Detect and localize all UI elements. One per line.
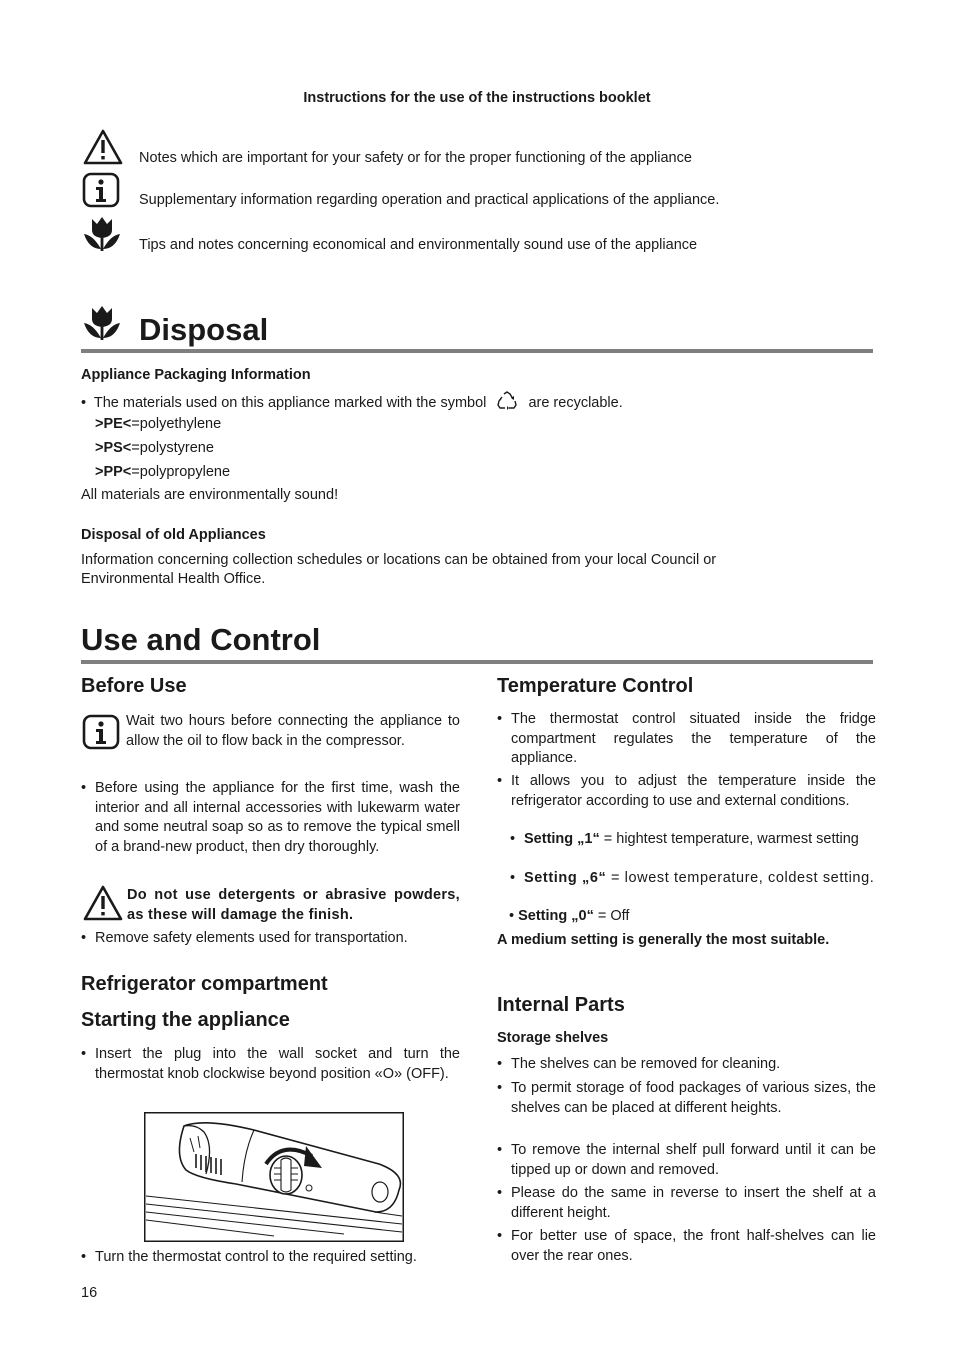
bullet-dot: • — [510, 870, 516, 886]
bullet-dot: • — [497, 773, 503, 789]
material-pp — [95, 463, 230, 483]
bullet-dot: • — [81, 930, 87, 946]
bullet-dot: • — [81, 780, 87, 796]
page-number: 16 — [81, 1285, 98, 1301]
starting-bullet-setting — [81, 1248, 460, 1268]
setting-label: Setting „1“ — [524, 831, 600, 847]
temperature-control-heading: Temperature Control — [497, 675, 694, 697]
shelves-bullet — [497, 1227, 876, 1266]
bullet-dot: • — [497, 711, 503, 727]
starting-bullet-plug — [81, 1045, 460, 1084]
material-name: =polypropylene — [131, 464, 231, 480]
packaging-bullet — [81, 391, 623, 414]
info-icon — [82, 714, 120, 750]
bullet-dot: • — [497, 1185, 503, 1201]
shelves-bullet — [497, 1079, 876, 1118]
setting-6 — [510, 869, 876, 889]
bullet-text: Insert the plug into the wall socket and turn the thermostat knob clockwise beyond position «O» (OFF). — [95, 1046, 460, 1082]
bullet-text: The thermostat control situated inside the fridge compartment regulates the temperature of the appliance. — [511, 711, 876, 766]
temperature-bullet-thermostat — [497, 710, 876, 769]
before-use-bullet-wash — [81, 779, 460, 857]
shelves-bullet — [497, 1184, 876, 1223]
bullet-text: Before using the appliance for the first time, wash the interior and all internal accessories with lukewarm water and some neutral soap so as to remove the typical smell of a brand-new product, then dry thoroughly. — [95, 780, 460, 855]
storage-shelves-heading: Storage shelves — [497, 1030, 609, 1046]
setting-desc: = lowest temperature, coldest setting. — [610, 870, 875, 886]
old-appliances-heading: Disposal of old Appliances — [81, 527, 266, 543]
temperature-bullet-adjust — [497, 772, 876, 811]
old-appliances-text-line1: Information concerning collection schedules or locations can be obtained from your local Council or — [81, 552, 717, 568]
bullet-dot: • — [510, 831, 516, 847]
setting-label: Setting „0“ — [518, 908, 594, 924]
bullet-text: The shelves can be removed for cleaning. — [511, 1056, 781, 1072]
bullet-text: Turn the thermostat control to the required setting. — [95, 1249, 417, 1265]
bullet-text: For better use of space, the front half-shelves can lie over the rear ones. — [511, 1228, 876, 1264]
use-control-heading: Use and Control — [81, 622, 321, 657]
fridge-compartment-heading: Refrigerator compartment — [81, 973, 328, 995]
bullet-dot: • — [497, 1228, 503, 1244]
eco-tulip-icon — [82, 304, 122, 342]
starting-appliance-heading: Starting the appliance — [81, 1009, 290, 1031]
bullet-dot: • — [497, 1142, 503, 1158]
shelves-bullet — [497, 1055, 876, 1075]
old-appliances-text-line2: Environmental Health Office. — [81, 571, 266, 587]
section-rule — [81, 349, 873, 353]
bullet-text: To permit storage of food packages of various sizes, the shelves can be placed at different heights. — [511, 1080, 876, 1116]
legend-eco-text: Tips and notes concerning economical and environmentally sound use of the appliance — [139, 237, 698, 253]
before-use-bullet-safety — [81, 929, 460, 949]
internal-parts-heading: Internal Parts — [497, 994, 625, 1016]
before-use-heading: Before Use — [81, 675, 187, 697]
warning-icon — [82, 884, 124, 922]
material-code: >PS< — [95, 440, 132, 456]
material-ps — [95, 439, 214, 459]
bullet-text: It allows you to adjust the temperature inside the refrigerator according to use and external conditions. — [511, 773, 876, 809]
disposal-heading: Disposal — [139, 312, 269, 347]
setting-desc: = hightest temperature, warmest setting — [603, 831, 859, 847]
setting-label: Setting „6“ — [524, 870, 607, 886]
legend-info-text: Supplementary information regarding operation and practical applications of the appliance. — [139, 192, 720, 208]
bullet-dot: • — [81, 1046, 87, 1062]
medium-setting-note: A medium setting is generally the most suitable. — [497, 932, 830, 948]
setting-1 — [510, 830, 876, 850]
bullet-dot: • — [497, 1080, 503, 1096]
before-use-warning-note: Do not use detergents or abrasive powders, as these will damage the finish. — [127, 887, 460, 923]
bullet-dot: • — [497, 1056, 503, 1072]
materials-sound-note: All materials are environmentally sound! — [81, 487, 339, 503]
recycle-icon — [496, 391, 518, 411]
material-pe — [95, 415, 221, 435]
bullet-dot: • — [81, 1249, 87, 1265]
bullet-text: Remove safety elements used for transportation. — [95, 930, 408, 946]
bullet-text: To remove the internal shelf pull forward until it can be tipped up or down and removed. — [511, 1142, 876, 1178]
bullet-text: Please do the same in reverse to insert the shelf at a different height. — [511, 1185, 876, 1221]
booklet-instructions-title: Instructions for the use of the instructions booklet — [303, 90, 651, 106]
thermostat-illustration — [144, 1112, 404, 1242]
material-code: >PE< — [95, 416, 132, 432]
info-icon — [82, 172, 120, 208]
warning-icon — [82, 128, 124, 166]
packaging-bullet-text: The materials used on this appliance marked with the symbol — [93, 395, 487, 411]
shelves-bullet — [497, 1141, 876, 1180]
setting-0: • Setting „0“ = Off — [509, 908, 630, 924]
material-name: =polyethylene — [131, 416, 222, 432]
material-name: =polystyrene — [131, 440, 214, 456]
packaging-bullet-suffix: are recyclable. — [528, 395, 623, 411]
bullet-dot: • — [81, 395, 87, 411]
material-code: >PP< — [95, 464, 132, 480]
section-rule — [81, 660, 873, 664]
eco-tulip-icon — [82, 215, 122, 253]
packaging-heading: Appliance Packaging Information — [81, 367, 311, 383]
before-use-info-note: Wait two hours before connecting the appliance to allow the oil to flow back in the compressor. — [126, 713, 460, 749]
setting-desc: = Off — [597, 908, 630, 924]
legend-warning-text: Notes which are important for your safety or for the proper functioning of the appliance — [139, 150, 692, 166]
